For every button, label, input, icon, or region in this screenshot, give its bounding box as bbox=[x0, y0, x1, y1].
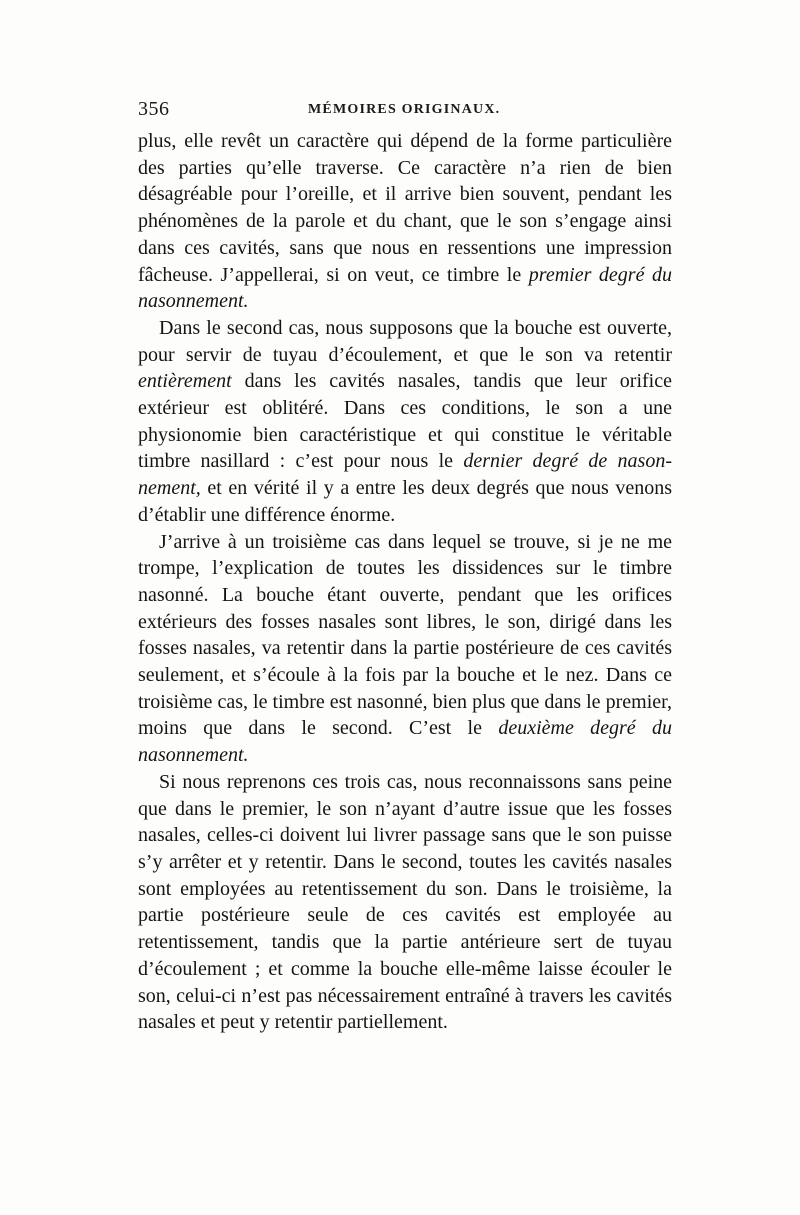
paragraph-3 bbox=[138, 529, 672, 769]
text-segment: Si nous reprenons ces trois cas, nous reconnaissons sans peine que dans le premier, le son n’ayant d’autre issue que les fosses nasales, celles-ci doivent lui livrer passage sans que le son puisse s’y arrêter et y retentir. Dans le second, toutes les cavités nasales sont employées au retentissement du son. Dans le troisième, la partie postérieure seule de ces cavités est employée au retentissement, tandis que la partie antérieure sert de tuyau d’écoulement ; et comme la bouche elle-même laisse écouler le son, celui-ci n’est pas nécessairement entraîné à travers les cavités nasales et peut y retentir partiellement. bbox=[138, 770, 672, 1034]
paragraph-1 bbox=[138, 128, 672, 315]
text-segment: J’arrive à un troisième cas dans lequel se trouve, si je ne me trompe, l’explication de toutes les dissidences sur le timbre nasonné. La bouche étant ouverte, pendant que les orifices extérieurs des fosses nasales sont libres, le son, dirigé dans les fosses nasales, va retentir dans la partie postérieure de ces cavités seulement, et s’écoule à la fois par la bouche et le nez. Dans ce troisième cas, le timbre est nasonné, bien plus que dans le premier, moins que dans le second. C’est le bbox=[138, 530, 672, 740]
italic-term: entièrement bbox=[138, 370, 232, 393]
text-segment: plus, elle revêt un caractère qui dépend de la forme particulière des parties qu’elle traverse. Ce caractère n’a rien de bien désagréable pour l’oreille, et il arrive bien souvent, pendant les phénomènes de la parole et du chant, que le son s’engage ainsi dans ces cavités, sans que nous en ressentions une impression fâcheuse. J’appellerai, si on veut, ce timbre le bbox=[138, 130, 672, 286]
italic-term: dernier degré de nasonnement, bbox=[138, 450, 673, 500]
text-segment: et en vérité il y a entre les deux degrés que nous venons d’établir une différence énorme. bbox=[138, 477, 672, 526]
running-title: MÉMOIRES ORIGINAUX. bbox=[308, 102, 501, 117]
italic-term: premier degré du nasonnement. bbox=[138, 263, 672, 313]
body-text bbox=[138, 128, 672, 1036]
page-number: 356 bbox=[138, 98, 170, 120]
running-head bbox=[138, 98, 672, 122]
paragraph-2 bbox=[138, 315, 672, 529]
italic-term: deuxième degré du nasonnement. bbox=[138, 717, 672, 767]
text-segment: dans les cavités nasales, tandis que leur orifice extérieur est oblitéré. Dans ces conditions, le son a une physionomie bien caractéristique et qui constitue le véritable timbre nasillard : c’est pour nous le bbox=[138, 370, 672, 473]
text-segment: Dans le second cas, nous supposons que la bouche est ouverte, pour servir de tuyau d’écoulement, et que le son va retentir bbox=[138, 316, 672, 366]
paragraph-4 bbox=[138, 769, 672, 1036]
